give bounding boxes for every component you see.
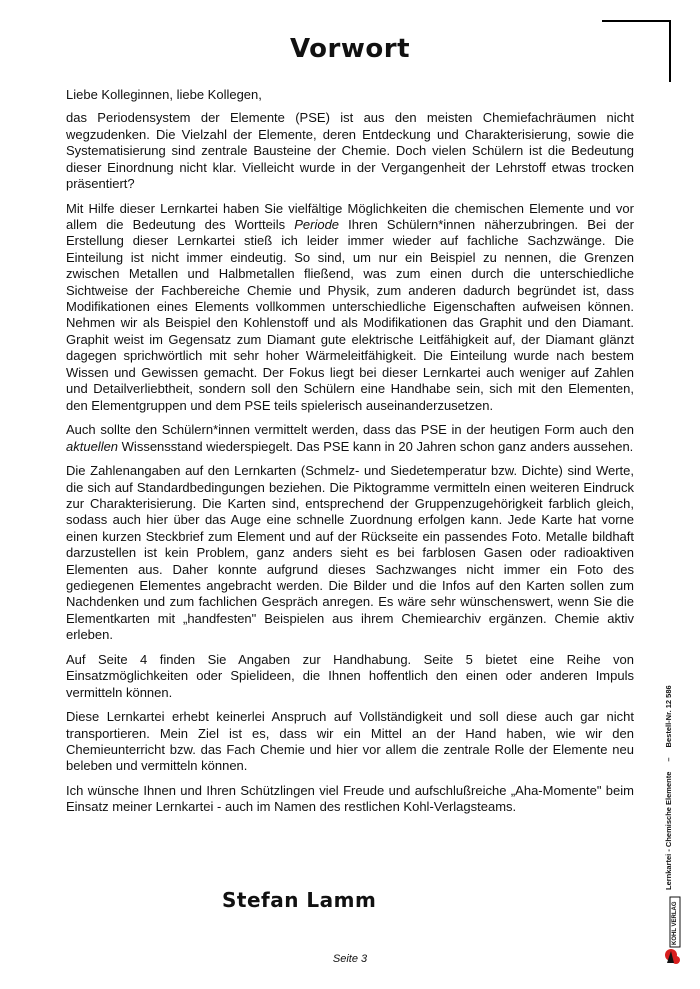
paragraph-7: Ich wünsche Ihnen und Ihren Schützlingen viel Freude und aufschlußreiche „Aha-Momente" beim Einsatz meiner Lernkartei - auch im Namen des restlichen Kohl-Verlagsteams. — [66, 782, 634, 815]
page-number: Seite 3 — [332, 953, 368, 965]
paragraph-2: Mit Hilfe dieser Lernkartei haben Sie vielfältige Möglichkeiten die chemischen Elemente und vor allem die Bedeutung des Wortteils Periode Ihren Schülern*innen näherzubringen. Bei der Erstellung dieser Lernkartei stieß ich leider immer wieder auf fachliche Sachzwänge. Die Einteilung ist nicht immer eindeutig. So sind, um nur ein Beispiel zu nennen, die Grenzen zwischen Metallen und Halbmetallen fließend, was zum einen durch die unterschiedliche Sichtweise der Fachbereiche Chemie und Physik, zum anderen dadurch begründet ist, dass Modifikationen eines Elements vollkommen unterschiedliche Eigenschaften aufweisen können. Nehmen wir als Beispiel den Kohlenstoff und als Modifikationen das Graphit und den Diamant. Graphit weist im Gegensatz zum Diamant gute elektrische Leitfähigkeit auf, der Diamant glänzt dagegen sprichwörtlich mit sehr hoher Wärmeleitfähigkeit. Die Einteilung wurde nach bestem Wissen und Gewissen gemacht. Der Fokus liegt bei dieser Lernkartei auch weniger auf Zahlen und Detailverliebtheit, sondern soll den Schülern eine Handhabe sein, sich mit den Elementen, den Elementgruppen und dem PSE teils spielerisch auseinanderzusetzen. — [66, 200, 634, 413]
corner-line-top — [602, 20, 670, 22]
paragraph-6: Diese Lernkartei erhebt keinerlei Anspruch auf Vollständigkeit und soll diese auch gar nicht transportieren. Mein Ziel ist es, dass wir ein Mittel an der Hand haben, wie wir den Chemieunterricht bzw. das Fach Chemie und hier vor allem die zentrale Rolle der Elemente neu beleben und vermitteln können. — [66, 709, 634, 774]
publisher-name: KOHL VERLAG — [672, 901, 678, 945]
paragraph-4: Die Zahlenangaben auf den Lernkarten (Schmelz- und Siedetemperatur bzw. Dichte) sind Werte, die sich auf Standardbedingungen beziehen. Die Piktogramme vermitteln einen weiteren Eindruck zur Charakterisierung. Die Karten sind, entsprechend der Gruppenzugehörigkeit farblich gleich, sodass auch hier über das Auge eine schnelle Zuordnung erfolgen kann. Jede Karte hat vorne einen kurzen Steckbrief zum Element und auf der Rückseite ein passendes Foto. Metalle bildhaft darzustellen ist kein Problem, ganz anders sieht es bei farblosen Gasen oder radioaktiven Elementen aus. Daher konnte aufgrund dieses Sachzwanges nicht immer ein Foto des gediegenen Elementes angebracht werden. Die Bilder und die Infos auf den Karten sollen zum Nachdenken und zum fachlichen Gespräch anregen. Es wäre sehr wünschenswert, wenn Sie die Elementkarten mit „handfesten" Beispielen aus ihrem Chemiearchiv ergänzen. Chemie aktiv erleben. — [66, 463, 634, 643]
paragraph-1: das Periodensystem der Elemente (PSE) ist aus den meisten Chemiefachräumen nicht wegzudenken. Die Vielzahl der Elemente, deren Entdeckung und Charakterisierung, sowie die Systematisierung sind zentrale Bausteine der Chemie. Doch vielen Schülern ist die Bedeutung dieser Einordnung nicht klar. Vielleicht wurde in der Vergangenheit der Lehrstoff etwas trocken präsentiert? — [66, 110, 634, 192]
separator: – — [664, 757, 673, 762]
emphasis-periode: Periode — [294, 217, 340, 233]
emphasis-aktuellen: aktuellen — [66, 438, 119, 454]
paragraph-3: Auch sollte den Schülern*innen vermittelt werden, dass das PSE in der heutigen Form auch den aktuellen Wissensstand wiederspiegelt. Das PSE kann in 20 Jahren schon ganz anders aussehen. — [66, 422, 634, 454]
side-series-info — [664, 685, 673, 890]
paragraph-5: Auf Seite 4 finden Sie Angaben zur Handhabung. Seite 5 bietet eine Reihe von Einsatzmöglichkeiten oder Spielideen, die Ihnen hoffentlich den einen oder anderen Impuls vermitteln können. — [66, 651, 634, 700]
page-title: Vorwort — [289, 34, 411, 64]
document-body — [66, 87, 634, 824]
order-number: Bestell-Nr. 12 586 — [664, 685, 673, 748]
greeting: Liebe Kolleginnen, liebe Kollegen, — [66, 87, 262, 102]
series-title: Lernkartei - Chemische Elemente — [664, 771, 673, 890]
signature: Stefan Lamm — [222, 888, 377, 912]
